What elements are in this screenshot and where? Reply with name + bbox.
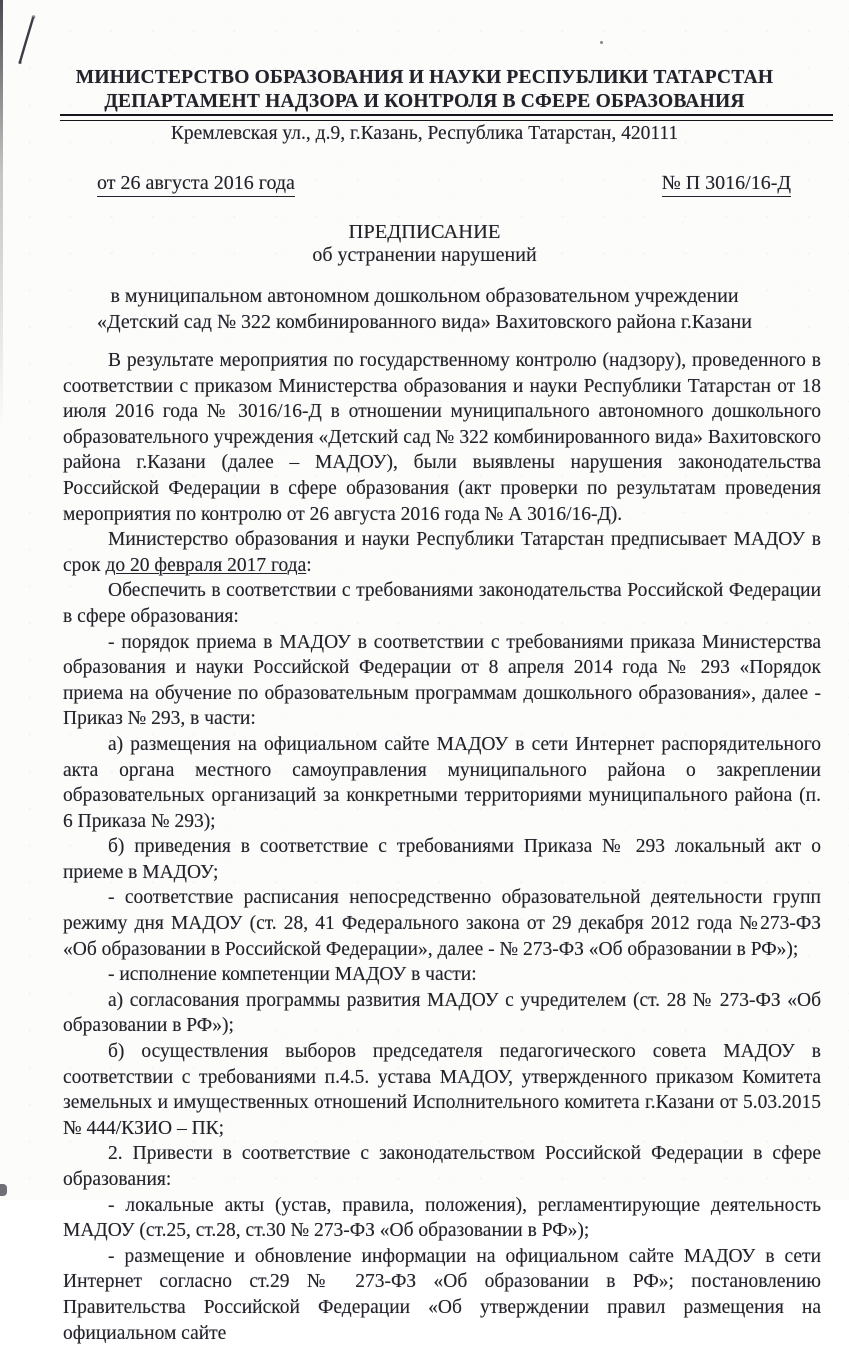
org-name-line1: МИНИСТЕРСТВО ОБРАЗОВАНИЯ И НАУКИ РЕСПУБЛИКИ ТАТАРСТАН <box>75 67 774 88</box>
paragraph: - локальные акты (устав, правила, положения), регламентирующие деятельность МАДОУ (ст.25, ст.28, ст.30 № 273-ФЗ «Об образовании в РФ»); <box>63 1194 821 1242</box>
scan-speck <box>600 41 603 44</box>
deadline-underlined: до 20 февраля 2017 года <box>105 554 307 576</box>
org-address: Кремлевская ул., д.9, г.Казань, Республика Татарстан, 420111 <box>170 123 679 144</box>
paragraph: б) осуществления выборов председателя педагогического совета МАДОУ в соответствии с требованиями п.4.5. устава МАДОУ, утвержденного приказом Комитета земельных и имущественных отношений Исполнительного комитета г.Казани от 5.03.2015 № 444/КЗИО – ПК; <box>63 1041 821 1139</box>
paragraph-with-deadline <box>63 527 821 578</box>
document-number: № П 3016/16-Д <box>662 172 791 197</box>
paragraph: а) согласования программы развития МАДОУ с учредителем (ст. 28 № 273-ФЗ «Об образовании в РФ»); <box>63 989 821 1037</box>
paragraph: - размещение и обновление информации на официальном сайте МАДОУ в сети Интернет согласно ст.29 № 273-ФЗ «Об образовании в РФ»; постановлению Правительства Российской Федерации «Об утверждении правил размещения на официальном сайте <box>63 1245 821 1344</box>
issue-date: от 26 августа 2016 года <box>97 172 295 197</box>
paragraph: - соответствие расписания непосредственно образовательной деятельности групп режиму дня МАДОУ (ст. 28, 41 Федерального закона от 29 декабря 2012 года №273-ФЗ «Об образовании в Российской Федерации», далее - № 273-ФЗ «Об образовании в РФ»); <box>63 887 821 960</box>
scan-edge-shadow <box>0 0 3 430</box>
document-subtitle: об устранении нарушений <box>312 244 537 266</box>
paragraph: 2. Привести в соответствие с законодательством Российской Федерации в сфере образования: <box>63 1143 821 1190</box>
paragraph: - исполнение компетенции МАДОУ в части: <box>108 964 477 986</box>
paragraph: б) приведения в соответствие с требованиями Приказа № 293 локальный акт о приеме в МАДОУ; <box>63 836 821 883</box>
org-name-line2: ДЕПАРТАМЕНТ НАДЗОРА И КОНТРОЛЯ В СФЕРЕ ОБРАЗОВАНИЯ <box>104 90 745 112</box>
deadline-suffix: : <box>306 554 312 576</box>
addressee: в муниципальном автономном дошкольном образовательном учреждении «Детский сад № 322 комбинированного вида» Вахитовского района г.Казани <box>97 285 752 333</box>
document-title: ПРЕДПИСАНИЕ <box>348 221 501 243</box>
meta-row <box>97 172 791 197</box>
scan-smudge <box>0 1184 7 1196</box>
letterhead-rule <box>60 114 833 121</box>
pen-stroke-icon <box>6 10 48 77</box>
letterhead <box>0 0 849 113</box>
paragraph: а) размещения на официальном сайте МАДОУ в сети Интернет распорядительного акта органа местного самоуправления муниципального района о закреплении образовательных организаций за конкретными территориями муниципального района (п. 6 Приказа № 293); <box>63 733 821 832</box>
paragraph: - порядок приема в МАДОУ в соответствии с требованиями приказа Министерства образования и науки Российской Федерации от 8 апреля 2014 года № 293 «Порядок приема на обучение по образовательным программам дошкольного образования», далее - Приказ № 293, в части: <box>63 631 821 730</box>
paragraph: В результате мероприятия по государственному контролю (надзору), проведенного в соответствии с приказом Министерства образования и науки Республики Татарстан от 18 июля 2016 года № 3016/16-Д в отношении муниципального автономного дошкольного образовательного учреждения «Детский сад № 322 комбинированного вида» Вахитовского района г.Казани (далее – МАДОУ), были выявлены нарушения законодательства Российской Федерации в сфере образования (акт проверки по результатам проведения мероприятия по контролю от 26 августа 2016 года № А 3016/16-Д). <box>63 350 821 525</box>
deadline-prefix: Министерство образования и науки Республики Татарстан предписывает МАДОУ в срок <box>63 529 821 576</box>
paragraph: Обеспечить в соответствии с требованиями законодательства Российской Федерации в сфере образования: <box>63 580 821 627</box>
document-body <box>63 348 821 1346</box>
